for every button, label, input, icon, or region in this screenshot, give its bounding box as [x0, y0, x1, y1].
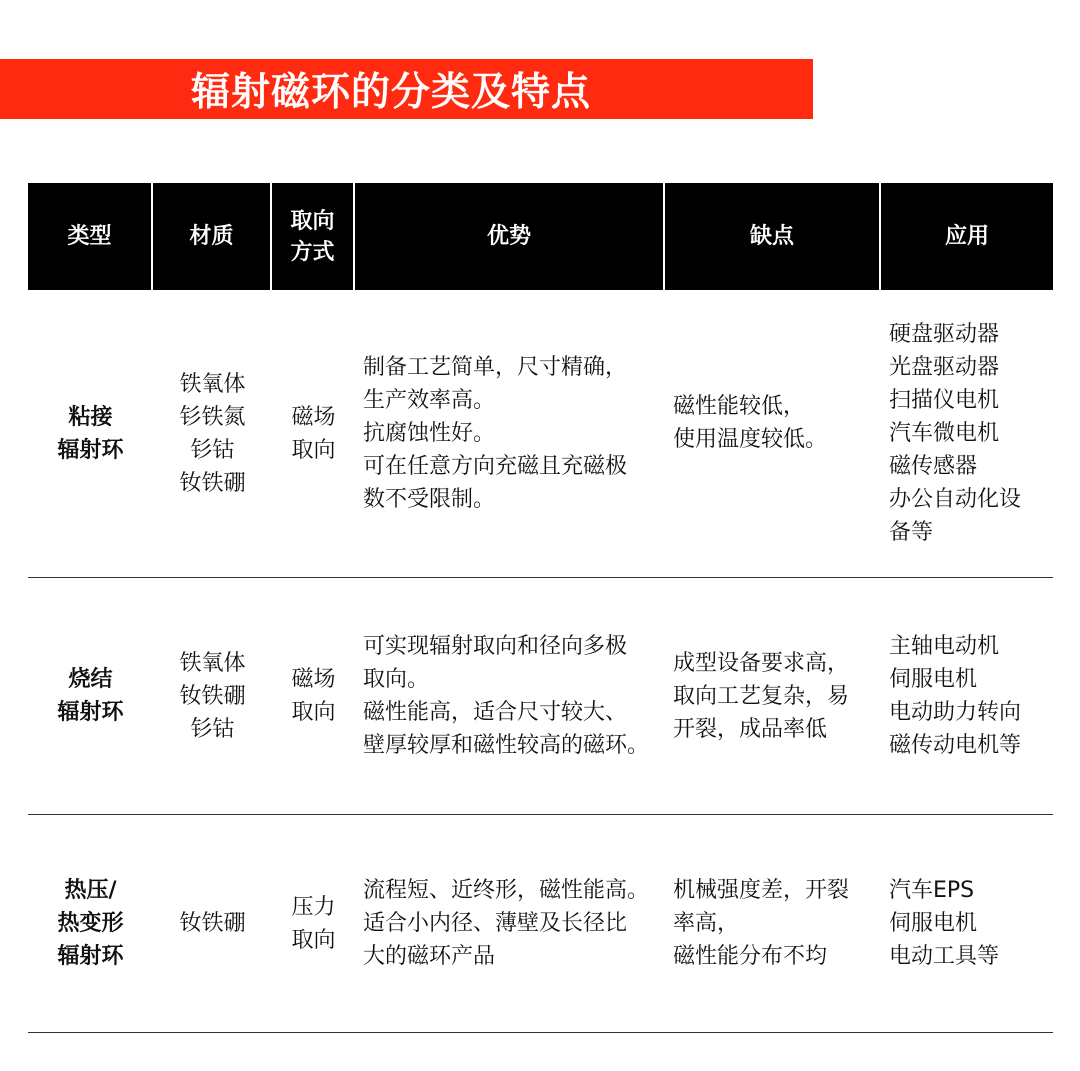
cell-orientation: 压力 取向	[291, 894, 336, 953]
header-material: 材质	[153, 183, 272, 290]
cell-material: 铁氧体 钐铁氮 钐钴 钕铁硼	[179, 371, 246, 496]
header-disadvantages: 缺点	[665, 183, 881, 290]
header-applications: 应用	[881, 183, 1053, 290]
cell-type: 烧结 辐射环	[57, 667, 124, 725]
cell-orientation: 磁场 取向	[291, 404, 336, 463]
cell-advantages: 流程短、近终形，磁性能高。 适合小内径、薄壁及长径比 大的磁环产品	[363, 878, 650, 969]
cell-material: 铁氧体 钕铁硼 钐钴	[179, 650, 246, 742]
cell-disadvantages: 成型设备要求高， 取向工艺复杂，易 开裂，成品率低	[673, 650, 850, 742]
cell-type: 粘接 辐射环	[57, 404, 124, 463]
cell-material: 钕铁硼	[179, 911, 246, 936]
page-title: 辐射磁环的分类及特点	[191, 70, 592, 115]
cell-advantages: 制备工艺简单，尺寸精确， 生产效率高。 抗腐蚀性好。 可在任意方向充磁且充磁极 数不受限制。	[363, 355, 628, 512]
cell-type: 热压/ 热变形 辐射环	[57, 878, 124, 969]
cell-orientation: 磁场 取向	[291, 667, 336, 725]
table-row	[28, 578, 1053, 815]
cell-applications: 硬盘驱动器 光盘驱动器 扫描仪电机 汽车微电机 磁传感器 办公自动化设 备等	[889, 322, 1022, 545]
header-orientation: 取向 方式	[272, 183, 355, 290]
cell-disadvantages: 磁性能较低， 使用温度较低。	[673, 393, 828, 452]
header-advantages: 优势	[355, 183, 665, 290]
table-row	[28, 290, 1053, 578]
table-header	[28, 183, 1053, 290]
title-banner	[0, 59, 813, 119]
cell-advantages: 可实现辐射取向和径向多极 取向。 磁性能高，适合尺寸较大、 壁厚较厚和磁性较高的磁环。	[363, 634, 650, 758]
cell-applications: 主轴电动机 伺服电机 电动助力转向 磁传动电机等	[889, 634, 1022, 758]
cell-disadvantages: 机械强度差，开裂 率高， 磁性能分布不均	[673, 878, 850, 969]
cell-applications: 汽车EPS 伺服电机 电动工具等	[889, 878, 1000, 969]
header-type: 类型	[28, 183, 153, 290]
table-row	[28, 815, 1053, 1033]
